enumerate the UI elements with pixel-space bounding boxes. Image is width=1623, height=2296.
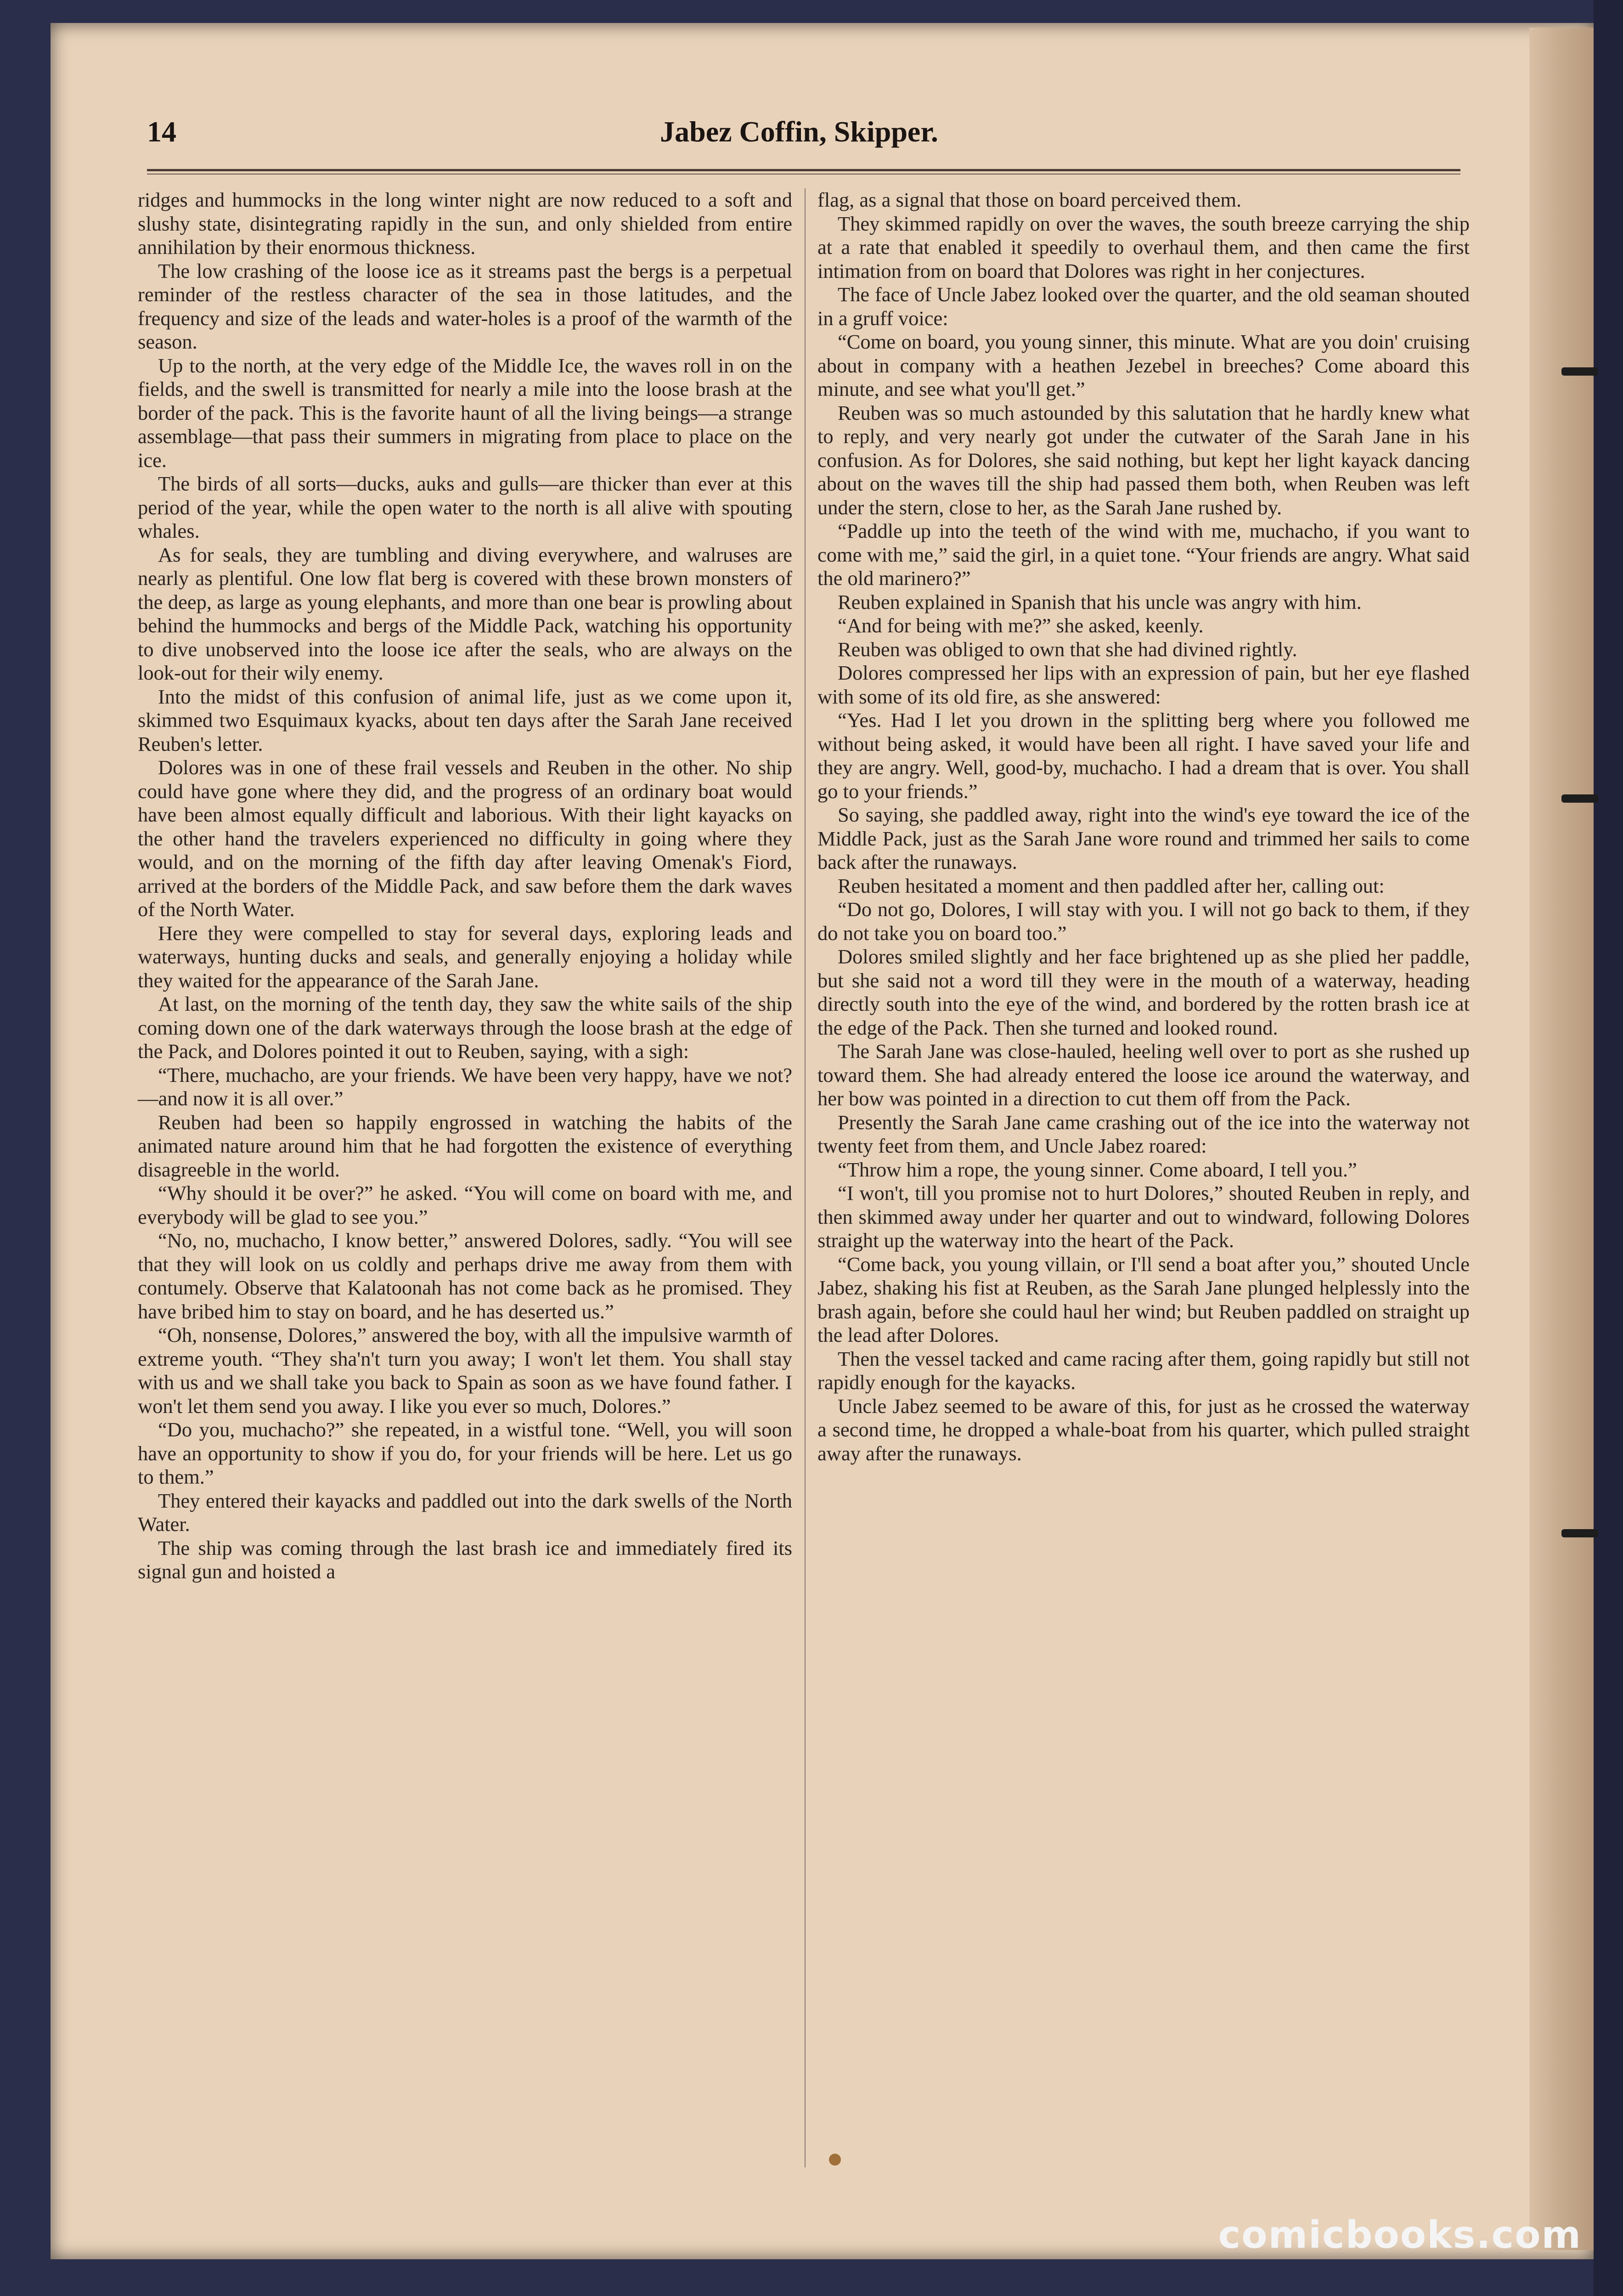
staple — [1561, 794, 1598, 803]
paragraph: flag, as a signal that those on board perceived them. — [817, 188, 1242, 211]
paragraph: The low crashing of the loose ice as it streams past the bergs is a perpetual reminder of the restless character of the sea in those latitudes, and the frequency and size of the leads and water-holes is a proof of the warmth of the season. — [138, 259, 792, 353]
page-header — [147, 115, 1451, 161]
header-rule — [147, 169, 1460, 171]
ink-dot — [829, 2154, 841, 2166]
paragraph: “Paddle up into the teeth of the wind with me, muchacho, if you want to come with me,” said the girl, in a quiet tone. “Your friends are angry. What said the old marinero?” — [817, 519, 1470, 590]
paragraph: As for seals, they are tumbling and diving everywhere, and walruses are nearly as plentiful. One low flat berg is covered with these brown monsters of the deep, as large as young elephants, and more than one bear is prowling about behind the hummocks and bergs of the Middle Pack, watching his opportunity to dive unobserved into the loose ice after the seals, who are always on the look-out for their wily enemy. — [138, 543, 792, 684]
paragraph: The Sarah Jane was close-hauled, heeling well over to port as she rushed up toward them. She had already entered the loose ice around the waterway, and her bow was pointed in a direction to cut them off from the Pack. — [817, 1040, 1470, 1110]
paragraph: Dolores compressed her lips with an expression of pain, but her eye flashed with some of its old fire, as she answered: — [817, 661, 1470, 708]
paragraph: Here they were compelled to stay for several days, exploring leads and waterways, hunting ducks and seals, and generally enjoying a holiday while they waited for the appearance of the Sarah Jane. — [138, 921, 792, 992]
staple — [1561, 1529, 1598, 1537]
right-column — [817, 188, 1470, 1465]
paragraph: They entered their kayacks and paddled out into the dark swells of the North Water. — [138, 1489, 792, 1536]
paragraph: “Do not go, Dolores, I will stay with you. I will not go back to them, if they do not take you on board too.” — [817, 898, 1470, 945]
paragraph: Reuben was so much astounded by this salutation that he hardly knew what to reply, and very nearly got under the cutwater of the Sarah Jane in his confusion. As for Dolores, she said nothing, but kept her light kayack dancing about on the waves till the ship had passed them both, when Reuben was left under the stern, close to her, as the Sarah Jane rushed by. — [817, 401, 1470, 519]
running-title: Jabez Coffin, Skipper. — [660, 115, 938, 148]
column-divider — [805, 188, 806, 2167]
paragraph: Reuben was obliged to own that she had divined rightly. — [838, 637, 1297, 661]
paragraph: “I won't, till you promise not to hurt Dolores,” shouted Reuben in reply, and then skimmed away under her quarter and out to windward, following Dolores straight up the waterway into the heart of the Pack. — [817, 1182, 1470, 1252]
paragraph: “Come back, you young villain, or I'll send a boat after you,” shouted Uncle Jabez, shaking his fist at Reuben, as the Sarah Jane plunged helplessly into the brash again, before she could haul her wind; but Reuben paddled on straight up the lead after Dolores. — [817, 1252, 1470, 1346]
paragraph: “There, muchacho, are your friends. We have been very happy, have we not?—and now it is all over.” — [138, 1063, 792, 1110]
paragraph: Uncle Jabez seemed to be aware of this, for just as he crossed the waterway a second time, he dropped a whale-boat from his quarter, which pulled straight away after the runaways. — [817, 1394, 1470, 1465]
watermark: comicbooks.com — [1218, 2213, 1582, 2257]
paragraph: “Do you, muchacho?” she repeated, in a wistful tone. “Well, you will soon have an opportunity to show if you do, for your friends will be here. Let us go to them.” — [138, 1418, 792, 1488]
paragraph: At last, on the morning of the tenth day, they saw the white sails of the ship coming down one of the dark waterways through the loose brash at the edge of the Pack, and Dolores pointed it out to Reuben, saying, with a sigh: — [138, 992, 792, 1063]
paragraph: “And for being with me?” she asked, keenly. — [838, 614, 1204, 637]
paragraph: The birds of all sorts—ducks, auks and gulls—are thicker than ever at this period of the year, while the open water to the north is all alive with spouting whales. — [138, 472, 792, 542]
paragraph: “No, no, muchacho, I know better,” answered Dolores, sadly. “You will see that they will look on us coldly and perhaps drive me away from them with contumely. Observe that Kalatoonah has not come back as he promised. They have bribed him to stay on board, and he has deserted us.” — [138, 1229, 792, 1323]
paragraph: “Yes. Had I let you drown in the splitting berg where you followed me without being asked, it would have been all right. I have saved your life and they are angry. Well, good-by, muchacho. I had a dream that is over. You shall go to your friends.” — [817, 709, 1470, 803]
paragraph: Presently the Sarah Jane came crashing out of the ice into the waterway not twenty feet from them, and Uncle Jabez roared: — [817, 1110, 1470, 1157]
paragraph: “Come on board, you young sinner, this minute. What are you doin' cruising about in company with a heathen Jezebel in breeches? Come aboard this minute, and see what you'll get.” — [817, 330, 1470, 400]
paragraph: Reuben explained in Spanish that his uncle was angry with him. — [838, 590, 1362, 613]
left-column — [138, 188, 792, 1584]
paragraph: Up to the north, at the very edge of the Middle Ice, the waves roll in on the fields, and the swell is transmitted for nearly a mile into the loose brash at the border of the pack. This is the favorite haunt of all the living beings—a strange assemblage—that pass their summers in migrating from place to place on the ice. — [138, 354, 792, 472]
background-strip — [1594, 0, 1623, 2296]
paragraph: “Throw him a rope, the young sinner. Come aboard, I tell you.” — [838, 1158, 1357, 1181]
paragraph: They skimmed rapidly on over the waves, the south breeze carrying the ship at a rate that enabled it speedily to overhaul them, and then came the first intimation from on board that Dolores was right in her conjectures. — [817, 212, 1470, 282]
paragraph: Dolores was in one of these frail vessels and Reuben in the other. No ship could have gone where they did, and the progress of an ordinary boat would have been almost equally difficult and laborious. With their light kayacks on the other hand the travelers experienced no difficulty in going where they would, and on the morning of the fifth day after leaving Omenak's Fiord, arrived at the borders of the Middle Pack, and saw before them the dark waves of the North Water. — [138, 756, 792, 921]
page-number: 14 — [147, 115, 176, 148]
paragraph: ridges and hummocks in the long winter night are now reduced to a soft and slushy state, disintegrating rapidly in the sun, and only shielded from entire annihilation by their enormous thickness. — [138, 188, 792, 259]
paragraph: The face of Uncle Jabez looked over the quarter, and the old seaman shouted in a gruff voice: — [817, 283, 1470, 330]
paragraph: “Oh, nonsense, Dolores,” answered the boy, with all the impulsive warmth of extreme youth. “They sha'n't turn you away; I won't let them. You shall stay with us and we shall take you back to Spain as soon as we have found father. I won't let them send you away. I like you ever so much, Dolores.” — [138, 1323, 792, 1418]
staple — [1561, 367, 1598, 376]
paragraph: Into the midst of this confusion of animal life, just as we come upon it, skimmed two Esquimaux kyacks, about ten days after the Sarah Jane received Reuben's letter. — [138, 685, 792, 755]
paragraph: So saying, she paddled away, right into the wind's eye toward the ice of the Middle Pack, just as the Sarah Jane wore round and trimmed her sails to come back after the runaways. — [817, 803, 1470, 873]
paragraph: Reuben had been so happily engrossed in watching the habits of the animated nature around him that he had forgotten the existence of everything disagreeble in the world. — [138, 1110, 792, 1181]
paragraph: Dolores smiled slightly and her face brightened up as she plied her paddle, but she said not a word till they were in the mouth of a waterway, heading directly south into the eye of the wind, and bordered by the rotten brash ice at the edge of the Pack. Then she turned and looked round. — [817, 945, 1470, 1039]
page-spine — [1529, 28, 1594, 2250]
paragraph: “Why should it be over?” he asked. “You will come on board with me, and everybody will be glad to see you.” — [138, 1182, 792, 1228]
paragraph: Then the vessel tacked and came racing after them, going rapidly but still not rapidly enough for the kayacks. — [817, 1347, 1470, 1394]
paragraph: The ship was coming through the last brash ice and immediately fired its signal gun and hoisted a — [138, 1536, 792, 1583]
paragraph: Reuben hesitated a moment and then paddled after her, calling out: — [838, 874, 1385, 897]
